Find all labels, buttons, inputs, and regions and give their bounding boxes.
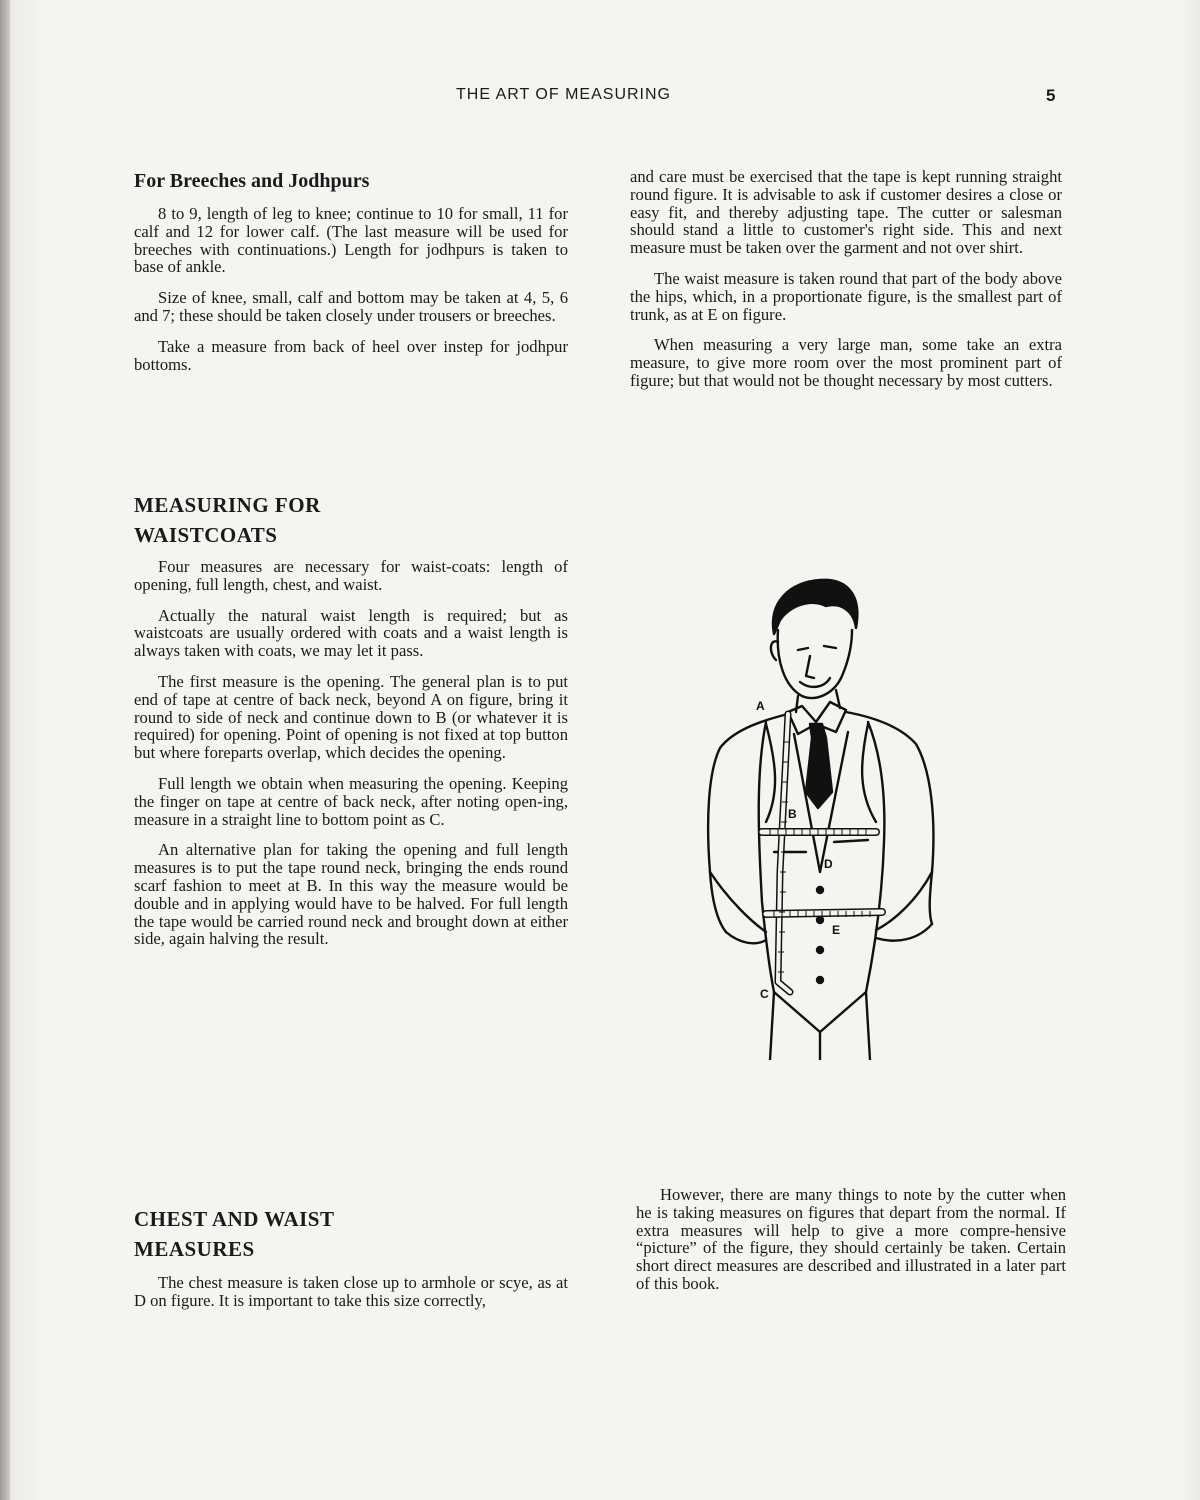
page-spine-shadow [0,0,10,1500]
page-number: 5 [1046,86,1056,105]
right-bottom-text [636,1186,1066,1293]
paragraph: Actually the natural waist length is required; but as waistcoats are usually ordered with coats and a waist length is always taken with coats, we may let it pass. [134,605,568,661]
tie [806,724,832,808]
paragraph: 8 to 9, length of leg to knee; continue to 10 for small, 11 for calf and 12 for lower calf. (The last measure will be used for breeches with continuations.) Length for jodhpurs is taken to base of ankle. [134,204,568,277]
waistcoat-measuring-figure [670,572,960,1060]
chest-waist-section [134,1204,568,1310]
paragraph: and care must be exercised that the tape is kept running straight round figure. It is advisable to ask if customer desires a close or easy fit, and thereby adjusting tape. The cutter or salesman should stand a little to customer's right side. This and next measure must be taken over the garment and not over shirt. [630,167,1062,258]
paragraph: Full length we obtain when measuring the opening. Keeping the finger on tape at centre of back neck, after noting open-ing, measure in a straight line to bottom point as C. [134,773,568,829]
figure-label-c: C [760,987,769,1001]
running-head: THE ART OF MEASURING [456,86,671,103]
breeches-section [134,170,568,373]
paragraph: Four measures are necessary for waist-coats: length of opening, full length, chest, and waist. [134,557,568,594]
paragraph: The chest measure is taken close up to armhole or scye, as at D on figure. It is important to take this size correctly, [134,1273,568,1310]
paragraph: An alternative plan for taking the opening and full length measures is to put the tape round neck, bringing the ends round scarf fashion to meet at B. In this way the measure would be double and in applying would have to be halved. For full length the tape would be carried round neck and brought down at either side, again halving the result. [134,840,568,949]
figure-label-e: E [832,923,841,937]
paragraph: When measuring a very large man, some take an extra measure, to give more room over the most prominent part of figure; but that would not be thought necessary by most cutters. [630,335,1062,390]
figure-label-b: B [788,807,797,821]
waistcoats-heading-line2: WAISTCOATS [134,523,278,547]
paragraph: The first measure is the opening. The general plan is to put end of tape at centre of back neck, beyond A on figure, bring it round to side of neck and continue down to B (or whatever it is required) for opening. Point of opening is not fixed at top button but where foreparts overlap, which decides the opening. [134,671,568,763]
waistcoats-heading-line1: MEASURING FOR [134,493,321,517]
paragraph: Take a measure from back of heel over instep for jodhpur bottoms. [134,336,568,374]
figure-label-d: D [824,857,833,871]
chest-waist-heading-line1: CHEST AND WAIST [134,1207,335,1231]
chest-waist-heading-line2: MEASURES [134,1237,255,1261]
waistcoats-section [134,490,568,948]
paragraph: However, there are many things to note by the cutter when he is taking measures on figures that depart from the normal. If extra measures will help to give a more compre-hensive “picture” of the figure, they should certainly be taken. Certain short direct measures are described and illustrated in a later part of this book. [636,1185,1066,1293]
paragraph: The waist measure is taken round that part of the body above the hips, which, in a proportionate figure, is the smallest part of trunk, as at E on figure. [630,268,1062,324]
figure-label-a: A [756,699,765,713]
breeches-heading: For Breeches and Jodhpurs [134,170,370,192]
hair [773,580,857,634]
right-top-text [630,168,1062,390]
paragraph: Size of knee, small, calf and bottom may be taken at 4, 5, 6 and 7; these should be taken closely under trousers or breeches. [134,288,568,325]
